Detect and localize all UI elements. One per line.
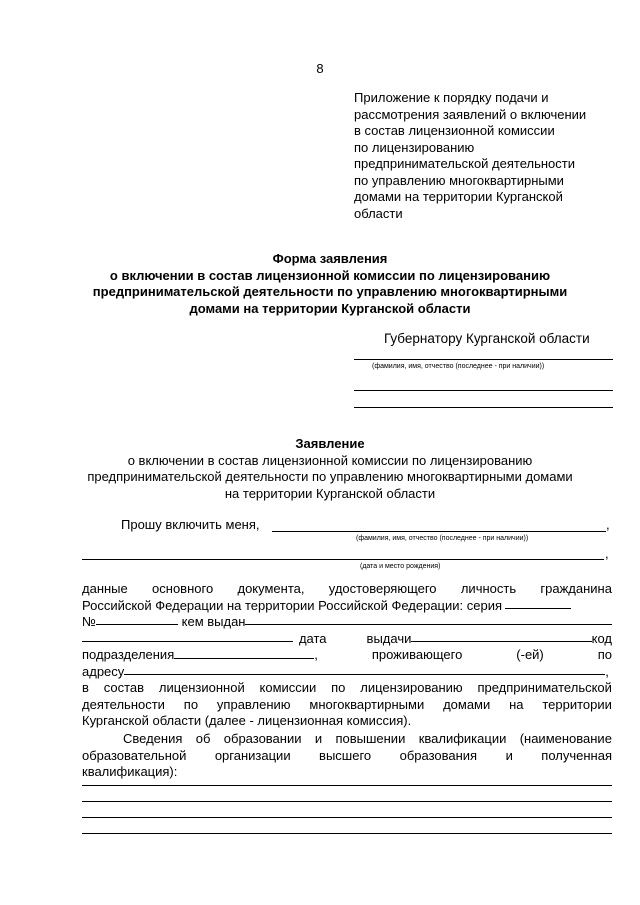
passport-block [82,581,612,680]
birth-date-place-field[interactable] [82,559,604,560]
addressee: Губернатору Курганской области [384,331,590,346]
addressee-line-3[interactable] [354,407,613,408]
passport-row-4: дата выдачи код [82,631,612,648]
statement-title [40,436,620,502]
education-field-1[interactable] [82,785,612,786]
education-line: образовательной организации высшего образования и полученная [82,747,612,763]
education-field-4[interactable] [82,833,612,834]
statement-line: предпринимательской деятельности по управлению многоквартирными домами [87,469,573,484]
passport-row-1: данные основного документа, удостоверяющего личность гражданина [82,581,612,596]
appendix-line: по управлению многоквартирными [354,172,564,188]
passport-row-6: адресу , [82,663,609,679]
education-line: квалификация): [82,764,178,779]
division-code-field[interactable] [174,648,314,659]
addressee-name-field[interactable] [354,359,613,360]
form-title-line: домами на территории Курганской области [189,300,471,316]
commission-paragraph [82,680,612,730]
request-label: Прошу включить меня, [121,517,260,532]
appendix-note [354,90,614,222]
appendix-line: в состав лицензионной комиссии [354,123,555,138]
series-field[interactable] [505,598,571,609]
appendix-line: рассмотрения заявлений о включении [354,106,587,122]
applicant-name-field[interactable] [272,531,606,532]
name-hint: (фамилия, имя, отчество (последнее - при наличии)) [356,535,529,542]
statement-line: о включении в состав лицензионной комиссии по лицензированию [127,452,533,468]
education-field-3[interactable] [82,817,612,818]
commission-line: деятельности по управлению многоквартирными домами на территории [82,696,612,712]
appendix-line: домами на территории Курганской [354,189,563,204]
commission-line: Курганской области (далее - лицензионная комиссия). [82,713,412,728]
issued-by-field-2[interactable] [82,631,293,642]
address-field[interactable] [124,664,605,675]
passport-row-2: Российской Федерации на территории Российской Федерации: серия [82,598,612,615]
education-field-2[interactable] [82,801,612,802]
issued-by-field[interactable] [245,614,612,625]
education-line: Сведения об образовании и повышении квалификации (наименование [123,731,612,746]
passport-row-3: № кем выдан [82,614,612,631]
appendix-line: Приложение к порядку подачи и [354,90,549,105]
statement-heading: Заявление [295,436,365,451]
form-title-line: предпринимательской деятельности по управлению многоквартирными [92,284,568,299]
form-title-line: о включении в состав лицензионной комиссии по лицензированию [109,267,551,283]
addressee-line-2[interactable] [354,390,613,391]
statement-line: на территории Курганской области [224,485,436,501]
addressee-name-hint: (фамилия, имя, отчество (последнее - при наличии)) [372,363,545,370]
page-number: 8 [316,61,324,76]
number-field[interactable] [96,614,178,625]
comma: , [605,546,609,561]
comma: , [606,517,610,532]
appendix-line: области [354,205,403,221]
appendix-line: по лицензированию [354,139,475,155]
form-title [40,251,620,317]
passport-row-5: подразделения , проживающего (-ей) по [82,647,612,662]
education-paragraph [82,731,612,781]
form-title-line: Форма заявления [272,251,388,266]
commission-line: в состав лицензионной комиссии по лицензированию предпринимательской [82,680,612,695]
appendix-line: предпринимательской деятельности [354,156,575,171]
issue-date-field[interactable] [411,631,591,642]
birth-hint: (дата и место рождения) [360,563,441,570]
